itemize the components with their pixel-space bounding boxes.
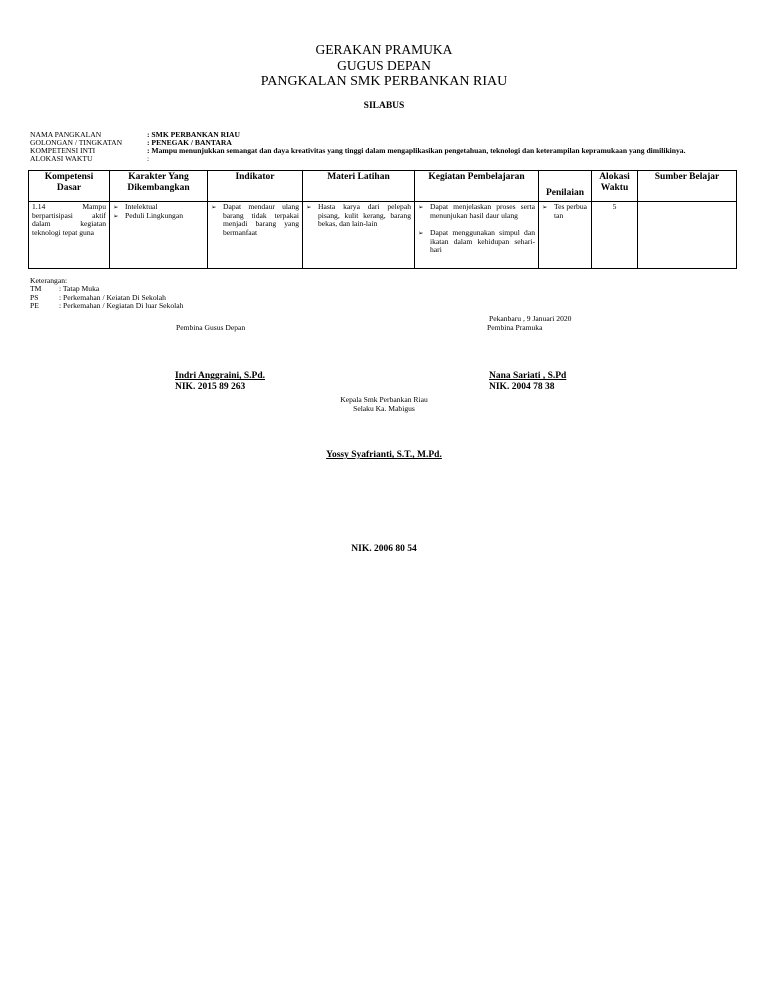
header-kegiatan: Kegiatan Pembelajaran <box>415 171 539 202</box>
note-row <box>30 302 183 310</box>
cell-materi <box>303 202 415 269</box>
info-row-pangkalan <box>30 131 686 139</box>
list-item: ➢ Dapat mendaur ulang barang tidak terpakai menjadi barang yang bermanfaat <box>211 203 299 237</box>
org-title: GERAKAN PRAMUKA <box>315 42 453 57</box>
note-key: TM <box>30 284 42 294</box>
right-signer-name: Nana Sariati , S.Pd <box>489 371 567 381</box>
header-penilaian: Penilaian <box>539 171 592 202</box>
info-block <box>30 131 686 163</box>
school-title: PANGKALAN SMK PERBANKAN RIAU <box>260 74 508 89</box>
cell-sumber <box>638 202 737 269</box>
left-signer-name: Indri Anggraini, S.Pd. <box>175 371 266 381</box>
header-karakter: Karakter Yang Dikembangkan <box>110 171 208 202</box>
note-key: PE <box>30 301 39 311</box>
list-item: ➢ Hasta karya dari pelepah pisang, kulit kerang, barang bekas, dan lain-lain <box>306 203 411 229</box>
header-indikator: Indikator <box>208 171 303 202</box>
note-value: : Perkemahan / Keiatan Di Sekolah <box>59 292 166 302</box>
right-signer-nik: NIK. 2004 78 38 <box>489 382 555 392</box>
list-item: ➢ Dapat menggunakan simpul dan ikatan dalam kehidupan sehari-hari <box>418 229 535 255</box>
left-signer-role: Pembina Gusus Depan <box>176 323 246 332</box>
note-value: : Perkemahan / Kegiatan Di luar Sekolah <box>59 301 184 311</box>
info-row-kompetensi-inti <box>30 147 686 155</box>
notes-block <box>30 277 183 311</box>
cell-kegiatan <box>415 202 539 269</box>
info-label: KOMPETENSI INTI <box>30 146 96 156</box>
org-subtitle: GUGUS DEPAN <box>337 58 431 73</box>
table-header-row <box>29 171 737 202</box>
cell-alokasi: 5 <box>592 202 638 269</box>
list-item: ➢ Peduli Lingkungan <box>113 212 204 221</box>
info-label: GOLONGAN / TINGKATAN <box>30 138 123 148</box>
right-signer-role: Pembina Pramuka <box>487 323 543 332</box>
info-value: : <box>147 154 150 164</box>
syllabus-table <box>28 170 737 269</box>
note-value: : Tatap Muka <box>59 284 100 294</box>
center-signer-position: Selaku Ka. Mabigus <box>353 404 415 413</box>
list-item: ➢ Dapat menjelaskan proses serta menunjukan hasil daur ulang <box>418 203 535 220</box>
header-materi: Materi Latihan <box>303 171 415 202</box>
center-signer-name: Yossy Syafrianti, S.T., M.Pd. <box>326 450 442 460</box>
info-label: ALOKASI WAKTU <box>30 154 93 164</box>
note-key: PS <box>30 292 39 302</box>
cell-penilaian <box>539 202 592 269</box>
center-signer-role: Kepala Smk Perbankan Riau <box>340 395 428 404</box>
cell-indikator <box>208 202 303 269</box>
header-alokasi: Alokasi Waktu <box>592 171 638 202</box>
document-title: SILABUS <box>363 101 405 111</box>
notes-title: Keterangan: <box>30 276 68 285</box>
info-value: : Mampu menunjukkan semangat dan daya kreativitas yang tinggi dalam mengaplikasikan pengetahuan, teknologi dan keterampilan kepramukaan yang dimilikinya. <box>147 146 686 156</box>
info-label: NAMA PANGKALAN <box>30 130 102 139</box>
info-value: : PENEGAK / BANTARA <box>147 138 232 148</box>
center-signer-nik: NIK. 2006 80 54 <box>351 544 417 554</box>
cell-karakter <box>110 202 208 269</box>
info-row-alokasi <box>30 155 686 163</box>
place-date: Pekanbaru , 9 Januari 2020 <box>489 314 572 323</box>
cell-kompetensi: 1.14 Mampu berpartisipasi aktif dalam kegiatan teknologi tepat guna <box>29 202 110 269</box>
info-value: : SMK PERBANKAN RIAU <box>147 130 241 139</box>
table-row <box>29 202 737 269</box>
left-signer-nik: NIK. 2015 89 263 <box>175 382 246 392</box>
header-kompetensi: Kompetensi Dasar <box>29 171 110 202</box>
center-signer-name-wrap <box>0 450 768 460</box>
list-item: ➢ Intelektual <box>113 203 204 212</box>
header-sumber: Sumber Belajar <box>638 171 737 202</box>
list-item: ➢ Tes perbuatan <box>542 203 588 220</box>
